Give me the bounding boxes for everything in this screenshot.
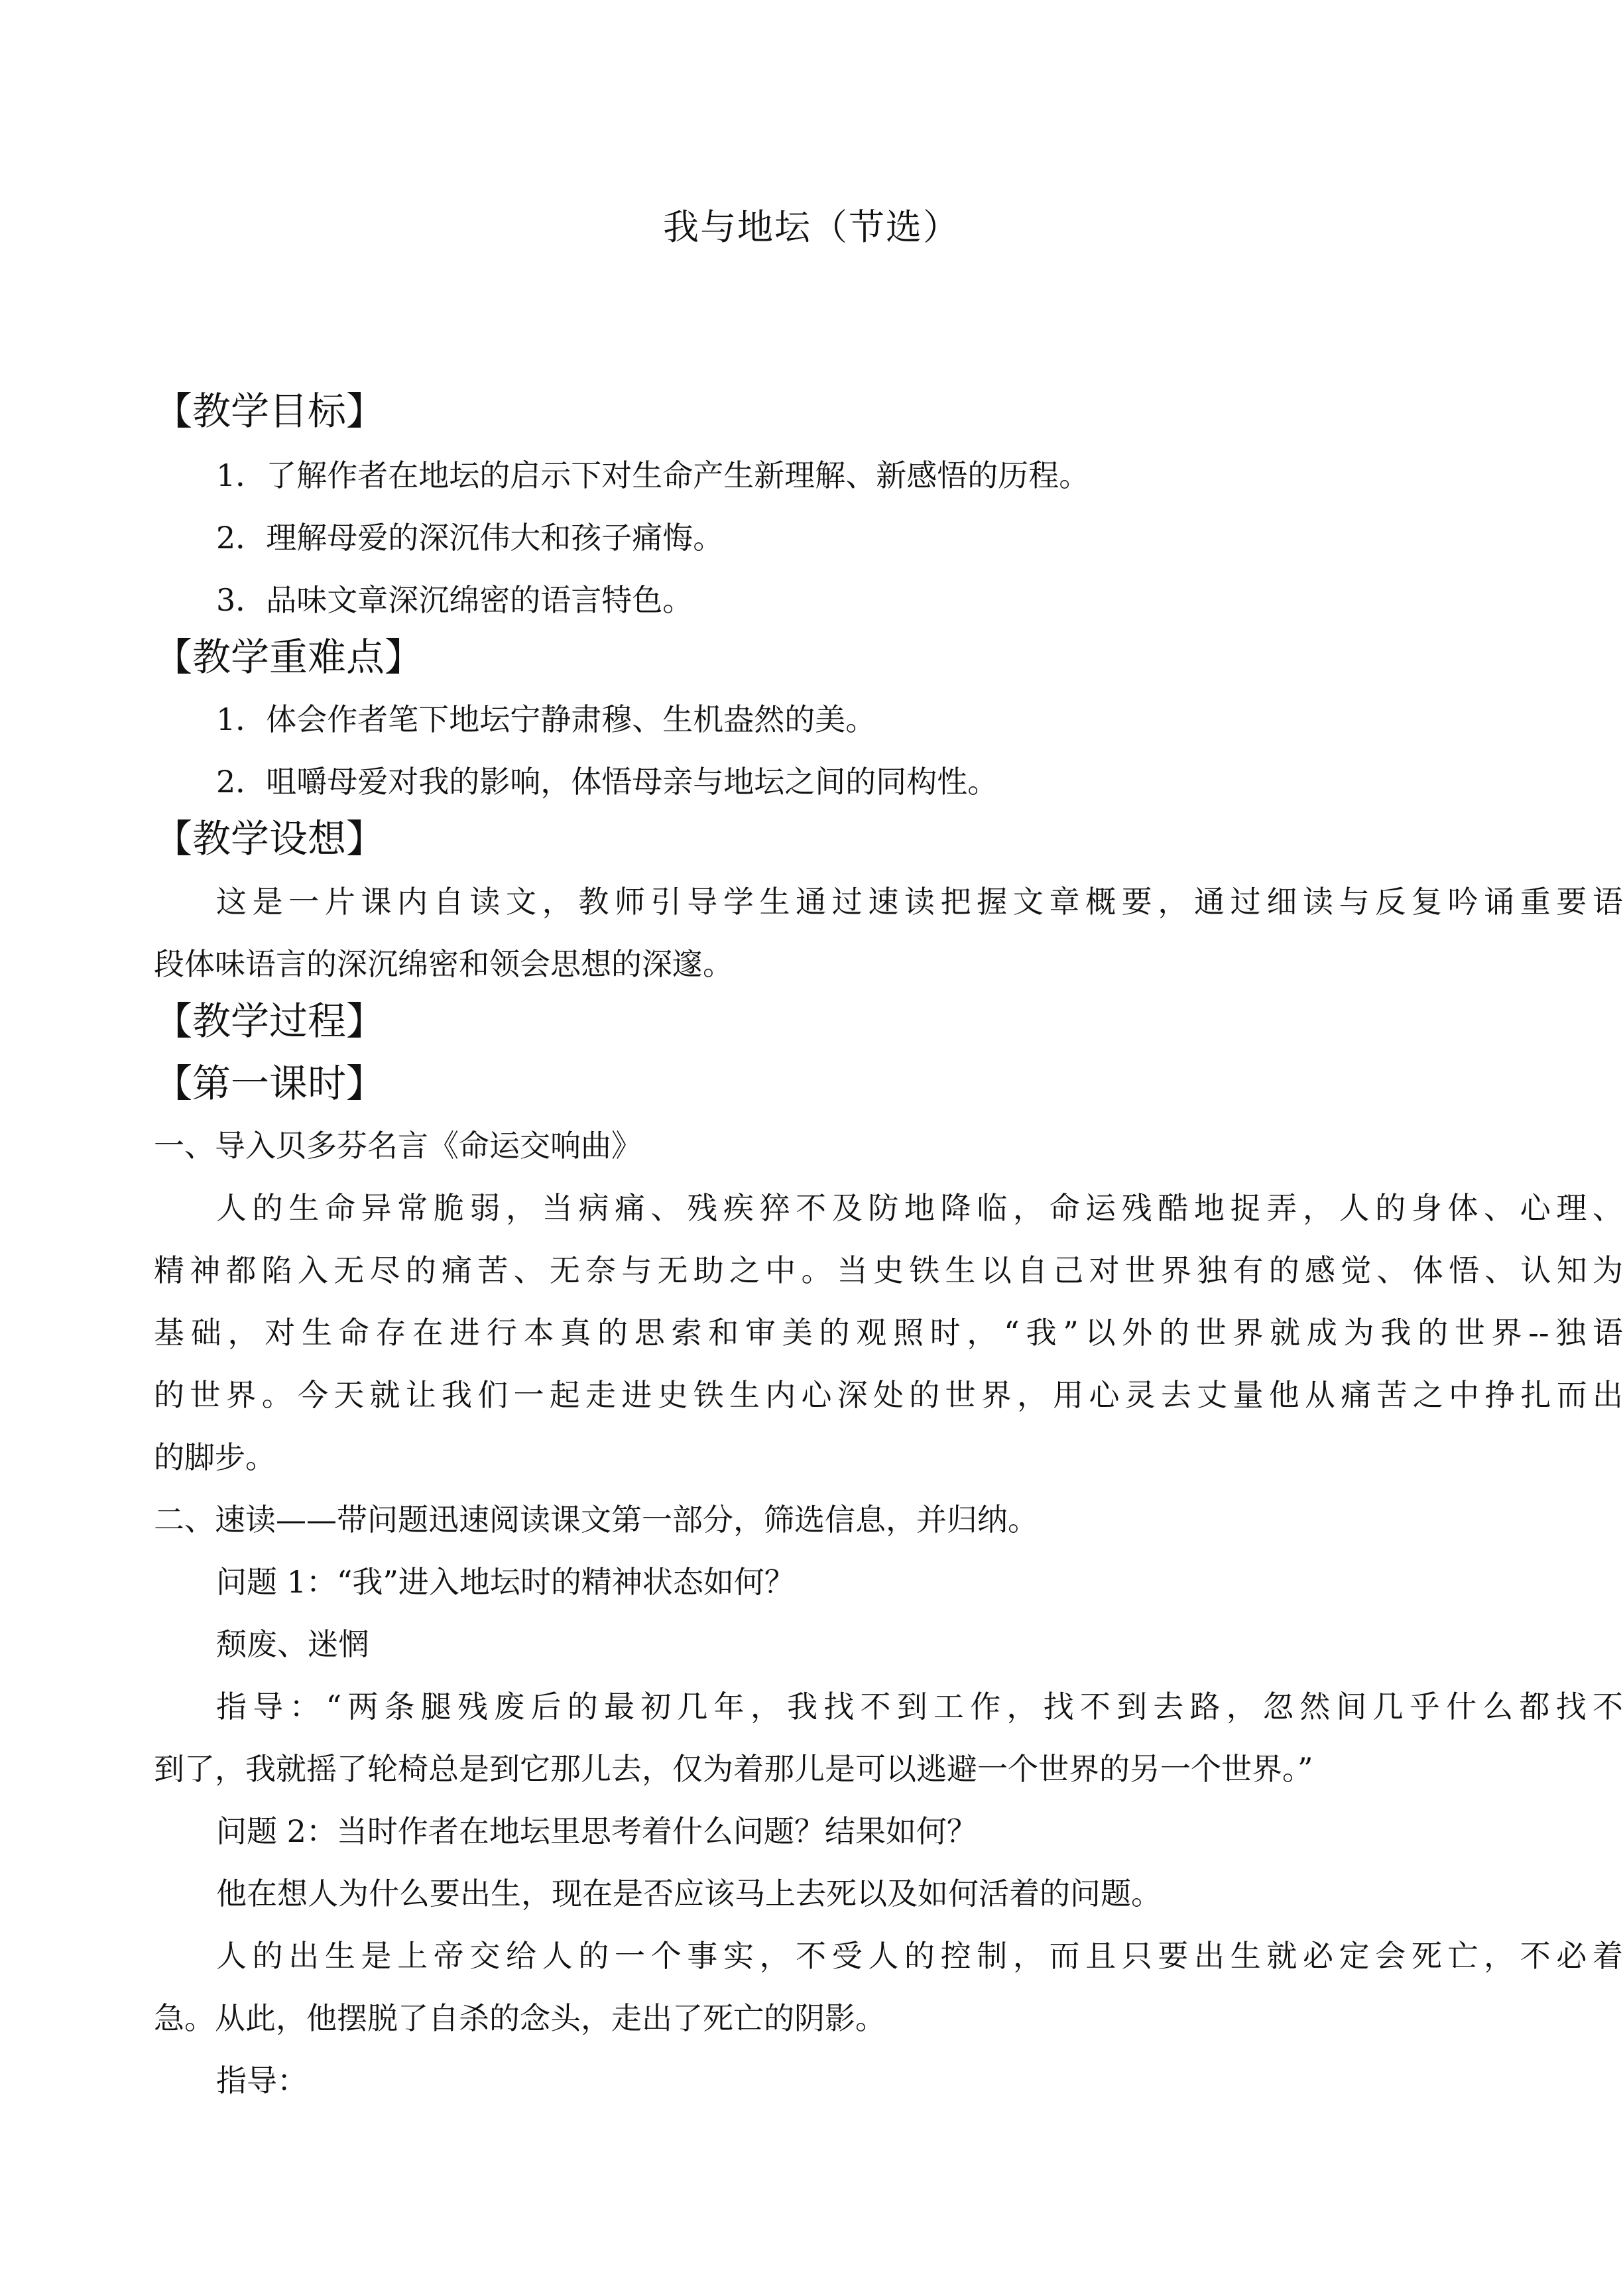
guide-1-line: 指导：“两条腿残废后的最初几年，我找不到工作，找不到去路，忽然间几乎什么都找不 [216,1689,1623,1724]
guide-1-line: 到了，我就摇了轮椅总是到它那儿去，仅为着那儿是可以逃避一个世界的另一个世界。” [154,1751,1313,1787]
heading-design: 【教学设想】 [154,816,385,861]
section2-heading: 二、速读——带问题迅速阅读课文第一部分，筛选信息，并归纳。 [154,1502,1038,1538]
section1-line: 的脚步。 [154,1439,276,1475]
heading-objectives: 【教学目标】 [154,389,385,434]
design-line: 段体味语言的深沉绵密和领会思想的深邃。 [154,946,733,982]
question-2: 问题 2：当时作者在地坛里思考着什么问题？结果如何？ [216,1813,977,1849]
section1-line: 精神都陷入无尽的痛苦、无奈与无助之中。当史铁生以自己对世界独有的感觉、体悟、认知为 [154,1252,1623,1288]
page-title: 我与地坛（节选） [663,206,960,248]
answer-2b-line: 人的出生是上帝交给人的一个事实，不受人的控制，而且只要出生就必定会死亡，不必着 [216,1938,1623,1974]
guide-2: 指导： [216,2063,308,2098]
answer-2: 他在想人为什么要出生，现在是否应该马上去死以及如何活着的问题。 [216,1876,1162,1911]
heading-lesson1: 【第一课时】 [154,1061,385,1106]
objective-item: 2．理解母爱的深沉伟大和孩子痛悔。 [216,520,724,556]
answer-2b-line: 急。从此，他摆脱了自杀的念头，走出了死亡的阴影。 [154,2000,886,2036]
objective-item: 1．了解作者在地坛的启示下对生命产生新理解、新感悟的历程。 [216,457,1090,493]
section1-line: 的世界。今天就让我们一起走进史铁生内心深处的世界，用心灵去丈量他从痛苦之中挣扎而出 [154,1377,1623,1413]
heading-keypoints: 【教学重难点】 [154,634,424,680]
section1-line: 基础，对生命存在进行本真的思索和审美的观照时，“我”以外的世界就成为我的世界--独语 [154,1315,1623,1351]
keypoint-item: 1．体会作者笔下地坛宁静肃穆、生机盎然的美。 [216,701,876,737]
section1-line: 人的生命异常脆弱，当病痛、残疾猝不及防地降临，命运残酷地捉弄，人的身体、心理、 [216,1190,1623,1226]
keypoint-item: 2．咀嚼母爱对我的影响，体悟母亲与地坛之间的同构性。 [216,764,998,800]
heading-process: 【教学过程】 [154,998,385,1044]
objective-item: 3．品味文章深沉绵密的语言特色。 [216,582,693,618]
design-line: 这是一片课内自读文，教师引导学生通过速读把握文章概要，通过细读与反复吟诵重要语 [216,884,1623,920]
answer-1: 颓废、迷惘 [216,1626,369,1662]
section1-heading: 一、导入贝多芬名言《命运交响曲》 [154,1128,642,1164]
question-1: 问题 1：“我”进入地坛时的精神状态如何？ [216,1564,795,1600]
